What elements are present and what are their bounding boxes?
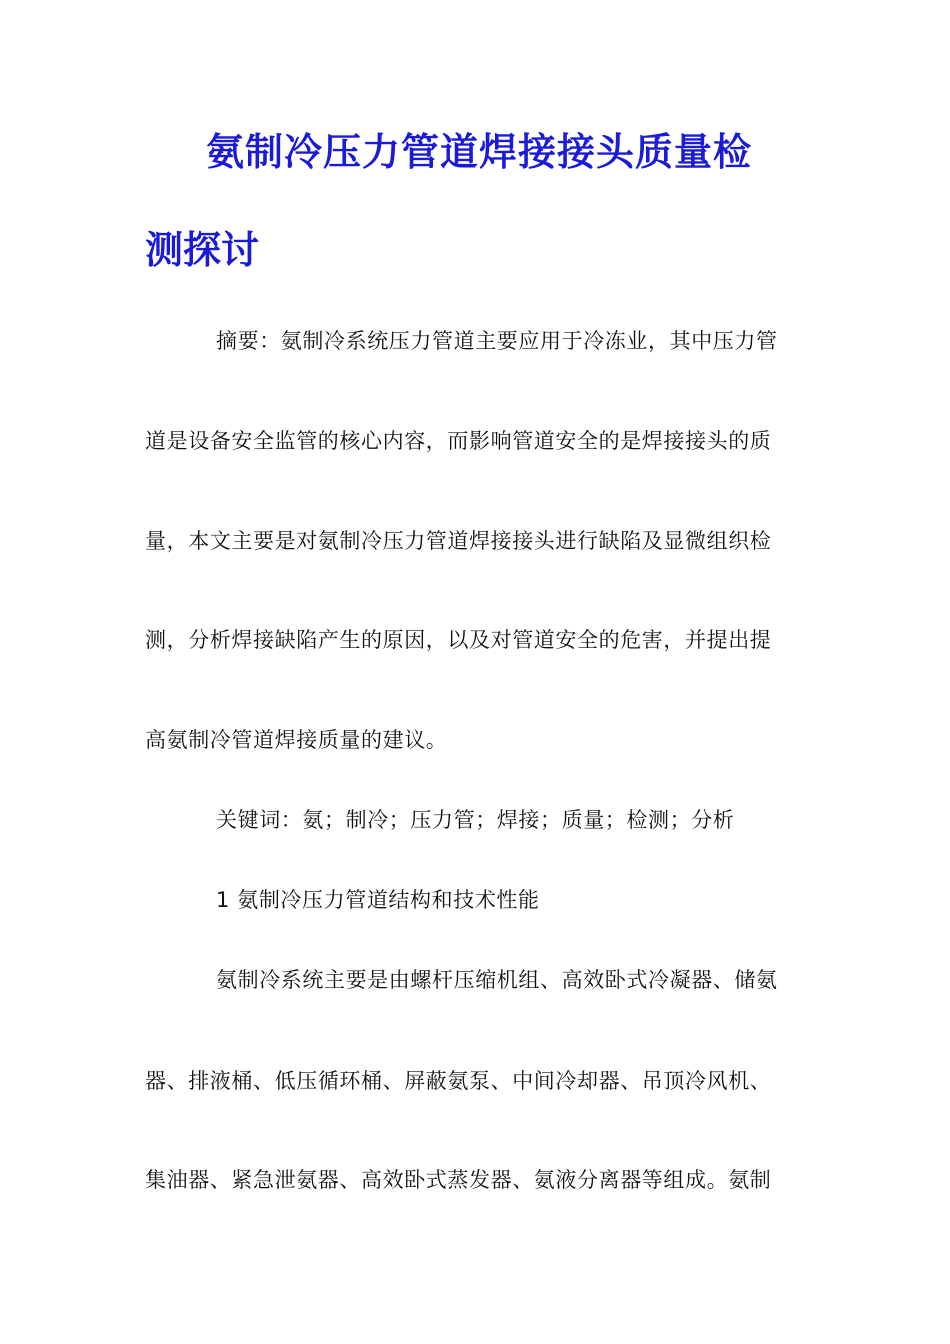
document-title-line-1: 氨制冷压力管道焊接接头质量检	[206, 130, 753, 174]
abstract-line-2: 道是设备安全监管的核心内容，而影响管道安全的是焊接接头的质	[145, 429, 772, 453]
body-line-3: 集油器、紧急泄氨器、高效卧式蒸发器、氨液分离器等组成。氨制	[145, 1168, 772, 1192]
abstract-line-5: 高氨制冷管道焊接质量的建议。	[145, 728, 448, 752]
body-line-1: 氨制冷系统主要是由螺杆压缩机组、高效卧式冷凝器、储氨	[216, 968, 778, 992]
section-heading: 1 氨制冷压力管道结构和技术性能	[216, 888, 540, 912]
document-title-line-2: 测探讨	[145, 228, 260, 272]
abstract-line-1: 摘要：氨制冷系统压力管道主要应用于冷冻业，其中压力管	[216, 329, 778, 353]
body-line-2: 器、排液桶、低压循环桶、屏蔽氨泵、中间冷却器、吊顶冷风机、	[145, 1069, 772, 1093]
abstract-line-4: 测，分析焊接缺陷产生的原因，以及对管道安全的危害，并提出提	[145, 628, 772, 652]
keywords-line: 关键词：氨；制冷；压力管；焊接；质量；检测；分析	[216, 808, 735, 832]
abstract-line-3: 量，本文主要是对氨制冷压力管道焊接接头进行缺陷及显微组织检	[145, 529, 772, 553]
